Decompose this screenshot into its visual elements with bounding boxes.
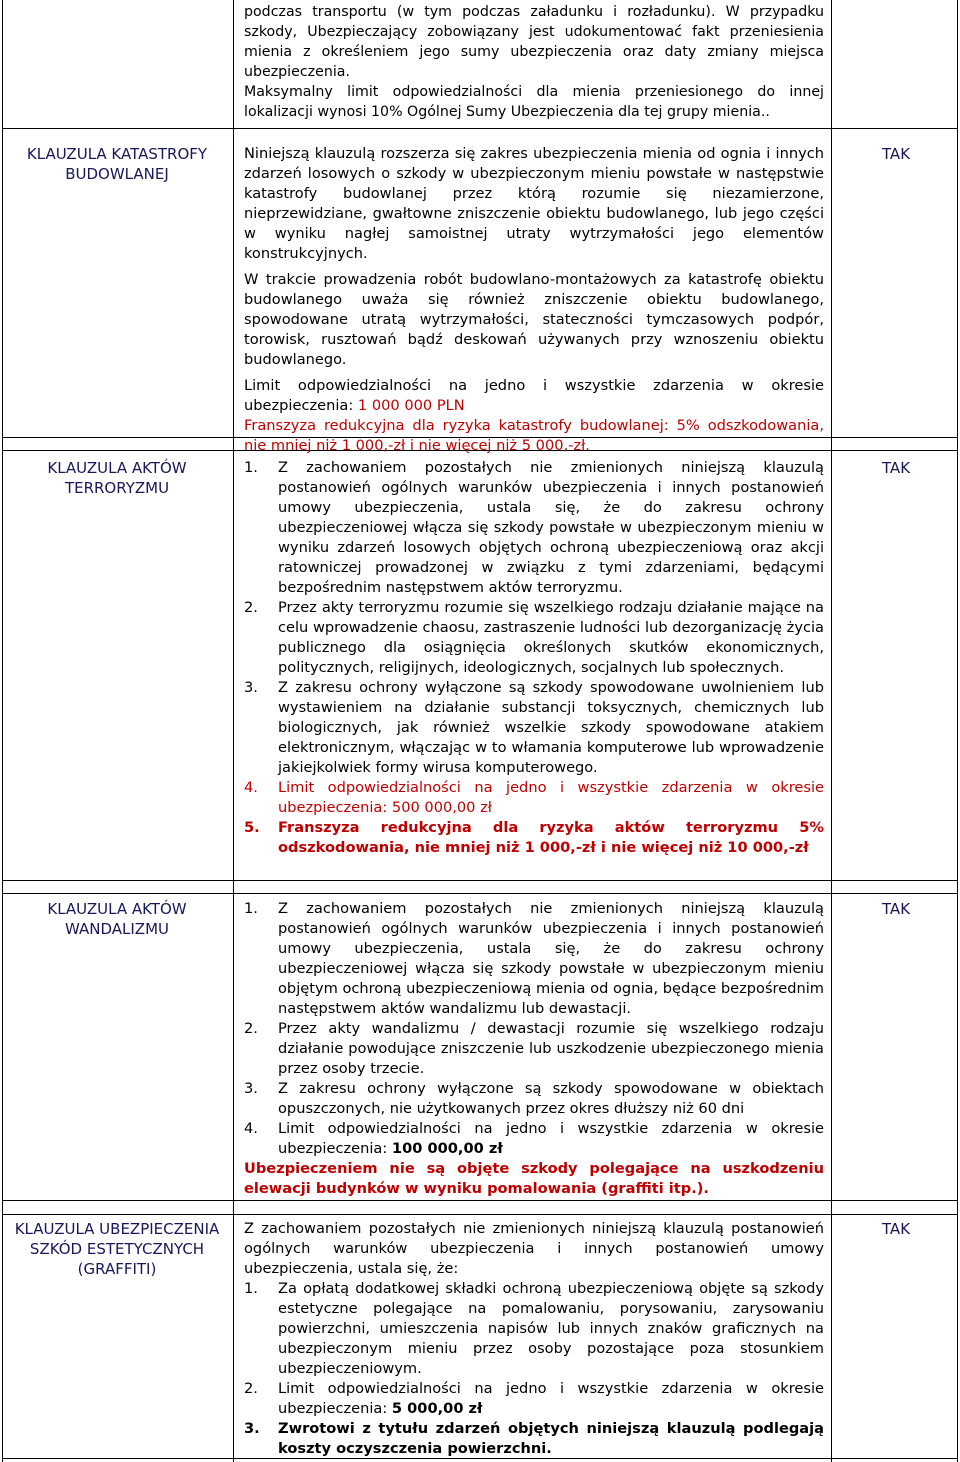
exclusion-note: Ubezpieczeniem nie są objęte szkody polegające na uszkodzeniu elewacji budynków w wyniku pomalowania (graffiti itp.). [244,1160,824,1197]
item-text [278,1379,824,1419]
list-item [244,598,824,678]
item-text: Przez akty wandalizmu / dewastacji rozumie się wszelkiego rodzaju działanie powodujące zniszczenie lub uszkodzenie ubezpieczonego mienia przez osoby trzecie. [278,1020,824,1077]
list-item [244,1019,824,1079]
item-text [278,1119,824,1159]
list-item [244,1279,824,1379]
item-number: 2. [244,1380,258,1397]
row-border [2,1214,958,1215]
clause-title-katastrofy: KLAUZULA KATASTROFY BUDOWLANEJ [26,145,208,183]
item-number: 4. [244,779,258,796]
item-text: Z zachowaniem pozostałych nie zmienionych niniejszą klauzulą postanowień ogólnych warunków ubezpieczenia i innych postanowień umowy ubezpieczenia, ustala się, że do zakresu ochrony ubezpieczeniowej włącza się szkody powstałe w ubezpieczonym mieniu w wyniku zdarzeń losowych objętych ochroną ubezpieczeniową oraz akcji ratowniczej prowadzonej w związku z tymi zdarzeniami, będącymi bezpośrednim następstwem aktów terroryzmu. [278,459,824,596]
table-border-left [2,0,3,1462]
list-item [244,818,824,858]
limit-value: 1 000 000 PLN [357,397,465,414]
intro-paragraph: Z zachowaniem pozostałych nie zmienionych niniejszą klauzulą postanowień ogólnych warunków ubezpieczenia i innych postanowień umowy ubezpieczenia, ustala się, że: [244,1220,824,1277]
list-item [244,1079,824,1119]
paragraph: Niniejszą klauzulą rozszerza się zakres ubezpieczenia mienia od ognia i innych zdarzeń losowych o szkody w ubezpieczonym mieniu powstałe w następstwie katastrofy budowlanej przez którą rozumie się niezamierzone, nieprzewidziane, gwałtowne zniszczenie obiektu budowlanego, lub jego części w wyniku nagłej samoistnej utraty wytrzymałości jego elementów konstrukcyjnych. [244,145,824,262]
item-number: 1. [244,900,258,917]
item-text: Z zakresu ochrony wyłączone są szkody spowodowane uwolnieniem lub wystawieniem na działanie substancji toksycznych, chemicznych lub biologicznych, jak również wszelkie szkody spowodowane atakiem elektronicznym, włączając w to włamania komputerowe lub wprowadzenie jakiejkolwiek formy wirusa komputerowego. [278,679,824,776]
item-text: Za opłatą dodatkowej składki ochroną ubezpieczeniową objęte są szkody estetyczne polegające na pomalowaniu, porysowaniu, zarysowaniu powierzchni, umieszczenia napisów lub innych znaków graficznych na ubezpieczonym mieniu przez osoby pozostające poza stosunkiem ubezpieczeniowym. [278,1280,824,1377]
table-border-col1 [233,0,234,1462]
item-text: Franszyza redukcyjna dla ryzyka aktów terroryzmu 5% odszkodowania, nie mniej niż 1 000,-zł i nie więcej niż 10 000,-zł [278,819,824,856]
limit-label: Limit odpowiedzialności na jedno i wszystkie zdarzenia w okresie ubezpieczenia: [278,1120,824,1157]
item-number: 2. [244,1020,258,1037]
list-item [244,1419,824,1459]
row-border [2,893,958,894]
item-number: 1. [244,459,258,476]
list-item [244,678,824,778]
tak-value-graffiti: TAK [881,1220,911,1238]
clause-title-wandalizmu: KLAUZULA AKTÓW WANDALIZMU [47,900,187,938]
list-item [244,1379,824,1419]
item-text: Limit odpowiedzialności na jedno i wszystkie zdarzenia w okresie ubezpieczenia: 500 000,00 zł [278,779,824,816]
item-text: Zwrotowi z tytułu zdarzeń objętych niniejszą klauzulą podlegają koszty oczyszczenia powierzchni. [278,1420,824,1457]
list-item [244,1119,824,1159]
clause-body-terroryzmu [244,458,824,858]
list-item [244,458,824,598]
top-text-2: Maksymalny limit odpowiedzialności dla mienia przeniesionego do innej lokalizacji wynosi 10% Ogólnej Sumy Ubezpieczenia dla tej grupy mienia.. [244,84,824,120]
clause-title-graffiti: KLAUZULA UBEZPIECZENIA SZKÓD ESTETYCZNYCH (GRAFFITI) [14,1220,220,1278]
item-number: 5. [244,819,260,836]
item-number: 3. [244,1420,260,1437]
clause-title-terroryzmu: KLAUZULA AKTÓW TERRORYZMU [47,459,187,497]
clause-body-katastrofy [244,144,824,456]
item-text: Z zachowaniem pozostałych nie zmienionych niniejszą klauzulą postanowień ogólnych warunków ubezpieczenia i innych postanowień umowy ubezpieczenia, ustala się, że do zakresu ochrony ubezpieczeniowej włącza się szkody powstałe w ubezpieczonym mieniu objętym ochroną ubezpieczeniową mienia od ognia, będące bezpośrednim następstwem aktów wandalizmu lub dewastacji. [278,900,824,1017]
clause-body-graffiti [244,1219,824,1459]
item-number: 1. [244,1280,258,1297]
limit-paragraph [244,376,824,416]
row-border [2,1200,958,1201]
top-text-1: podczas transportu (w tym podczas załadunku i rozładunku). W przypadku szkody, Ubezpieczający zobowiązany jest udokumentować fakt przeniesienia mienia z określeniem jego sumy ubezpieczenia oraz daty zmiany miejsca ubezpieczenia. [244,4,824,80]
item-number: 3. [244,1080,258,1097]
tak-value-katastrofy: TAK [881,145,911,163]
row-border [2,128,958,129]
clause-body-wandalizmu [244,899,824,1199]
tak-value-terroryzmu: TAK [881,459,911,477]
table-border-right [957,0,958,1462]
item-number: 4. [244,1120,258,1137]
row-border [2,880,958,881]
item-text: Przez akty terroryzmu rozumie się wszelkiego rodzaju działanie mające na celu wprowadzenie chaosu, zastraszenie ludności lub dezorganizację życia publicznego dla osiągnięcia określonych skutków ekonomicznych, politycznych, religijnych, ideologicznych, socjalnych lub społecznych. [278,599,824,676]
limit-value: 5 000,00 zł [391,1400,483,1417]
tak-value-wandalizmu: TAK [881,900,911,918]
top-continuation [244,2,824,122]
paragraph: W trakcie prowadzenia robót budowlano-montażowych za katastrofę obiektu budowlanego uważa się również zniszczenie obiektu budowlanego, spowodowane utratą wytrzymałości, stateczności tymczasowych podpór, torowisk, rusztowań bądź deskowań używanych przy wznoszeniu obiektu budowlanego. [244,271,824,368]
table-border-col2 [831,0,832,1462]
limit-label: Limit odpowiedzialności na jedno i wszystkie zdarzenia w okresie ubezpieczenia: [244,377,824,414]
item-number: 3. [244,679,258,696]
item-text: Z zakresu ochrony wyłączone są szkody spowodowane w obiektach opuszczonych, nie użytkowanych przez okres dłuższy niż 60 dni [278,1080,824,1117]
franszyza-paragraph: Franszyza redukcyjna dla ryzyka katastrofy budowlanej: 5% odszkodowania, nie mniej niż 1 000,-zł i nie więcej niż 5 000,-zł. [244,417,824,454]
limit-label: Limit odpowiedzialności na jedno i wszystkie zdarzenia w okresie ubezpieczenia: [278,1380,824,1417]
list-item [244,778,824,818]
item-number: 2. [244,599,258,616]
limit-value: 100 000,00 zł [391,1140,503,1157]
list-item [244,899,824,1019]
